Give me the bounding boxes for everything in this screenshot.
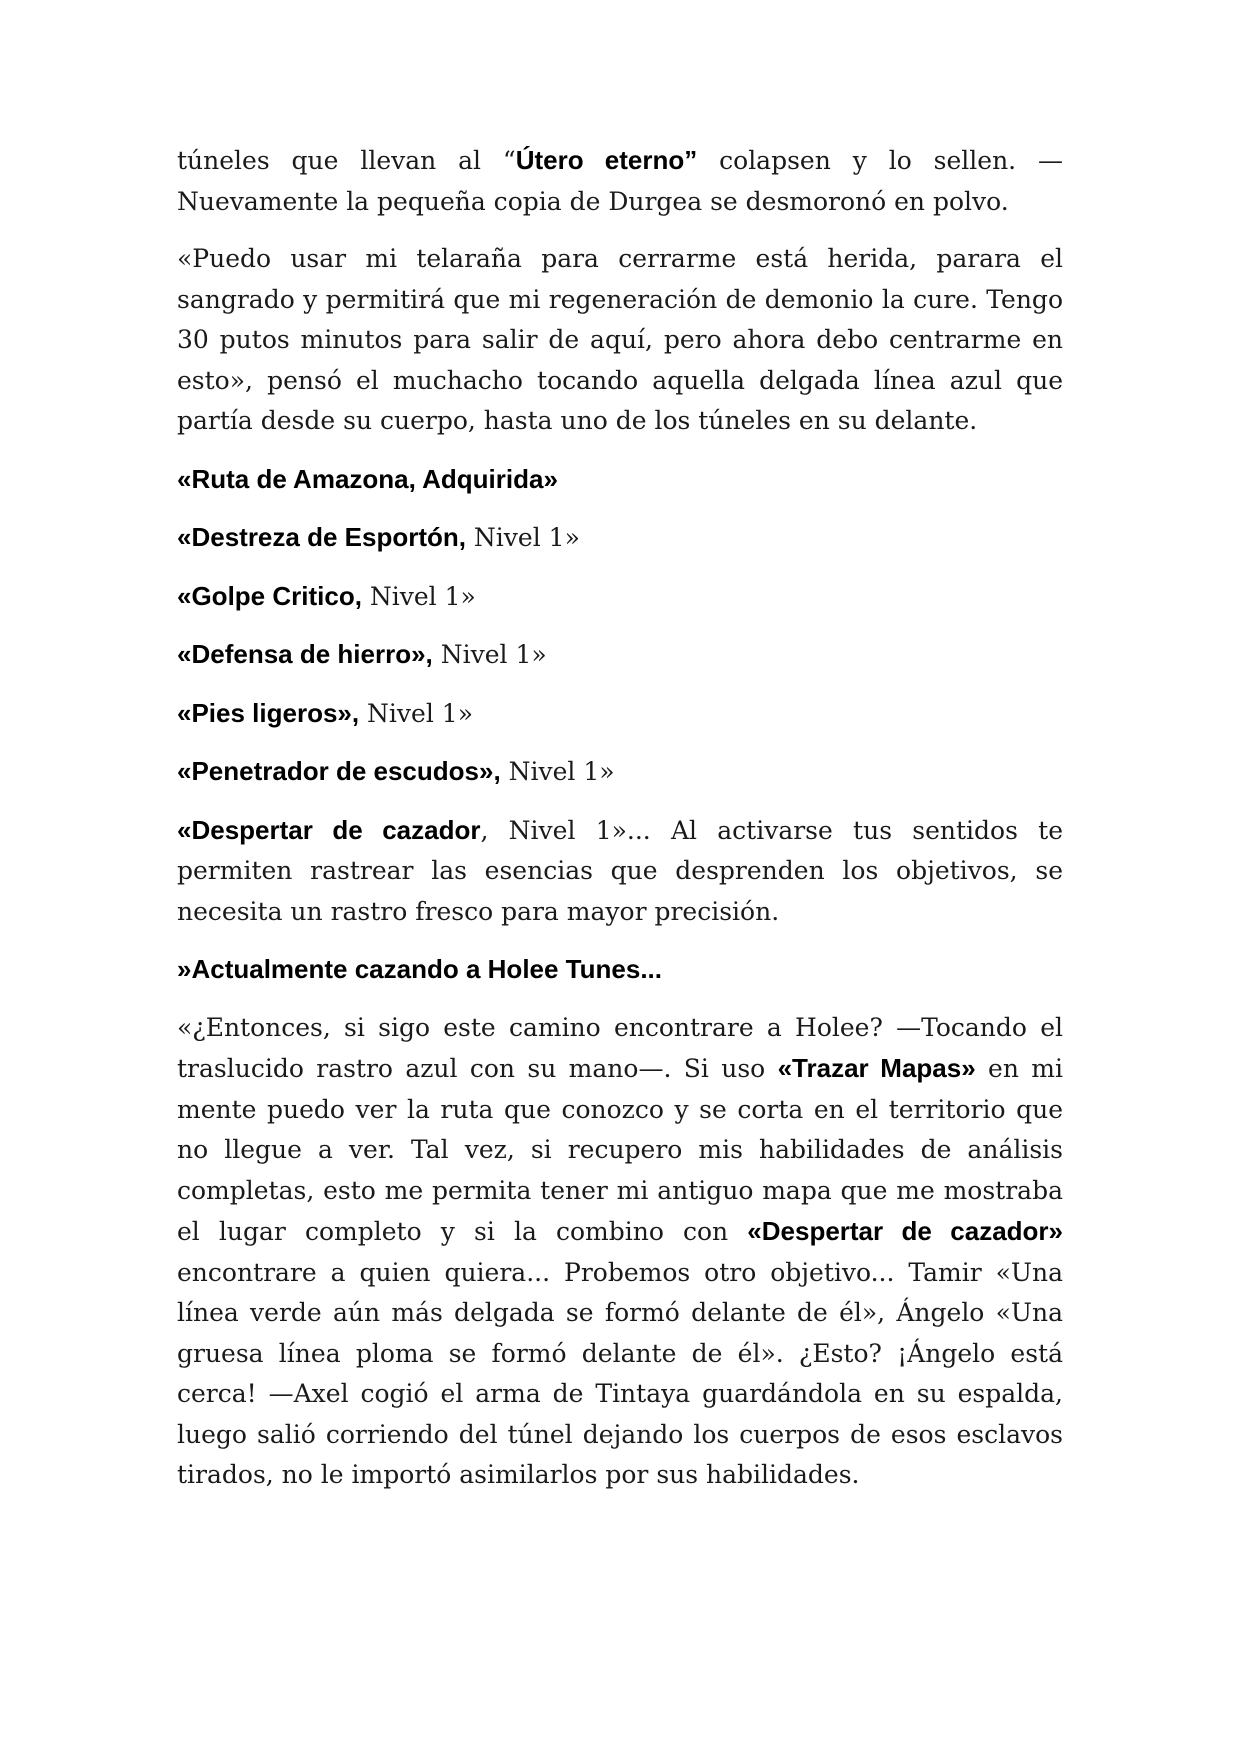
text-run-bold: «Penetrador de escudos», <box>177 756 501 786</box>
text-run-bold: «Despertar de cazador» <box>747 1216 1063 1246</box>
text-run: Nivel 1» <box>432 640 547 669</box>
skill-destreza <box>177 517 1063 559</box>
text-run: , Nivel 1»... Al activarse tus sentidos te permiten rastrear las esencias que desprenden los objetivos, se necesita un rastro fresco para mayor precisión. <box>177 815 1063 926</box>
skill-golpe-critico <box>177 576 1063 618</box>
text-run: «¿Entonces, si sigo este camino encontrare a Holee? —Tocando el traslucido rastro azul con su mano—. Si uso <box>177 1012 1063 1083</box>
text-run-bold: »Actualmente cazando a Holee Tunes... <box>177 954 662 984</box>
text-run: «Puedo usar mi telaraña para cerrarme está herida, parara el sangrado y permitirá que mi regeneración de demonio la cure. Tengo 30 putos minutos para salir de aquí, pero ahora debo centrarme en esto», pensó el muchacho tocando aquella delgada línea azul que partía desde su cuerpo, hasta uno de los túneles en su delante. <box>177 244 1063 435</box>
text-run-bold: «Despertar de cazador <box>177 814 481 845</box>
text-run: Nivel 1» <box>359 698 473 728</box>
skill-pies-ligeros <box>177 693 1063 735</box>
text-run-bold: «Golpe Critico, <box>177 580 362 611</box>
paragraph-tunnels <box>177 140 1063 222</box>
text-run-bold: «Trazar Mapas» <box>777 1053 976 1083</box>
text-run-bold: Útero eterno” <box>515 145 698 175</box>
paragraph-holee <box>177 1008 1063 1496</box>
text-run-bold: «Ruta de Amazona, Adquirida» <box>177 463 558 494</box>
text-run-bold: «Defensa de hierro», <box>177 639 433 669</box>
skill-route-amazona <box>177 459 1063 501</box>
status-hunting <box>177 949 1063 991</box>
text-run: colapsen y lo sellen. —Nuevamente la pequeña copia de Durgea se desmoronó en polvo. <box>177 146 1064 216</box>
text-run: encontrare a quien quiera... Probemos otro objetivo... Tamir «Una línea verde aún más delgada se formó delante de él», Ángelo «Una gruesa línea ploma se formó delante de él». ¿Esto? ¡Ángelo está cerca! —Axel cogió el arma de Tintaya guardándola en su espalda, luego salió corriendo del túnel dejando los cuerpos de esos esclavos tirados, no le importó asimilarlos por sus habilidades. <box>177 1257 1063 1489</box>
text-run: túneles que llevan al “ <box>177 146 516 175</box>
text-run-bold: «Destreza de Esportón, <box>177 522 466 552</box>
text-run: Nivel 1» <box>361 581 476 611</box>
paragraph-web <box>177 239 1063 442</box>
skill-defensa-hierro <box>177 634 1063 676</box>
text-run: Nivel 1» <box>465 523 580 552</box>
text-run: Nivel 1» <box>500 757 615 786</box>
skill-penetrador <box>177 751 1063 793</box>
paragraph-despertar <box>177 810 1063 933</box>
text-run: en mi mente puedo ver la ruta que conozco y se corta en el territorio que no llegue a ver. Tal vez, si recupero mis habilidades de análisis completas, esto me permita tener mi antiguo mapa que me mostraba el lugar completo y si la combino con <box>177 1054 1063 1246</box>
text-run-bold: «Pies ligeros», <box>177 697 360 728</box>
document-page <box>177 140 1063 1513</box>
